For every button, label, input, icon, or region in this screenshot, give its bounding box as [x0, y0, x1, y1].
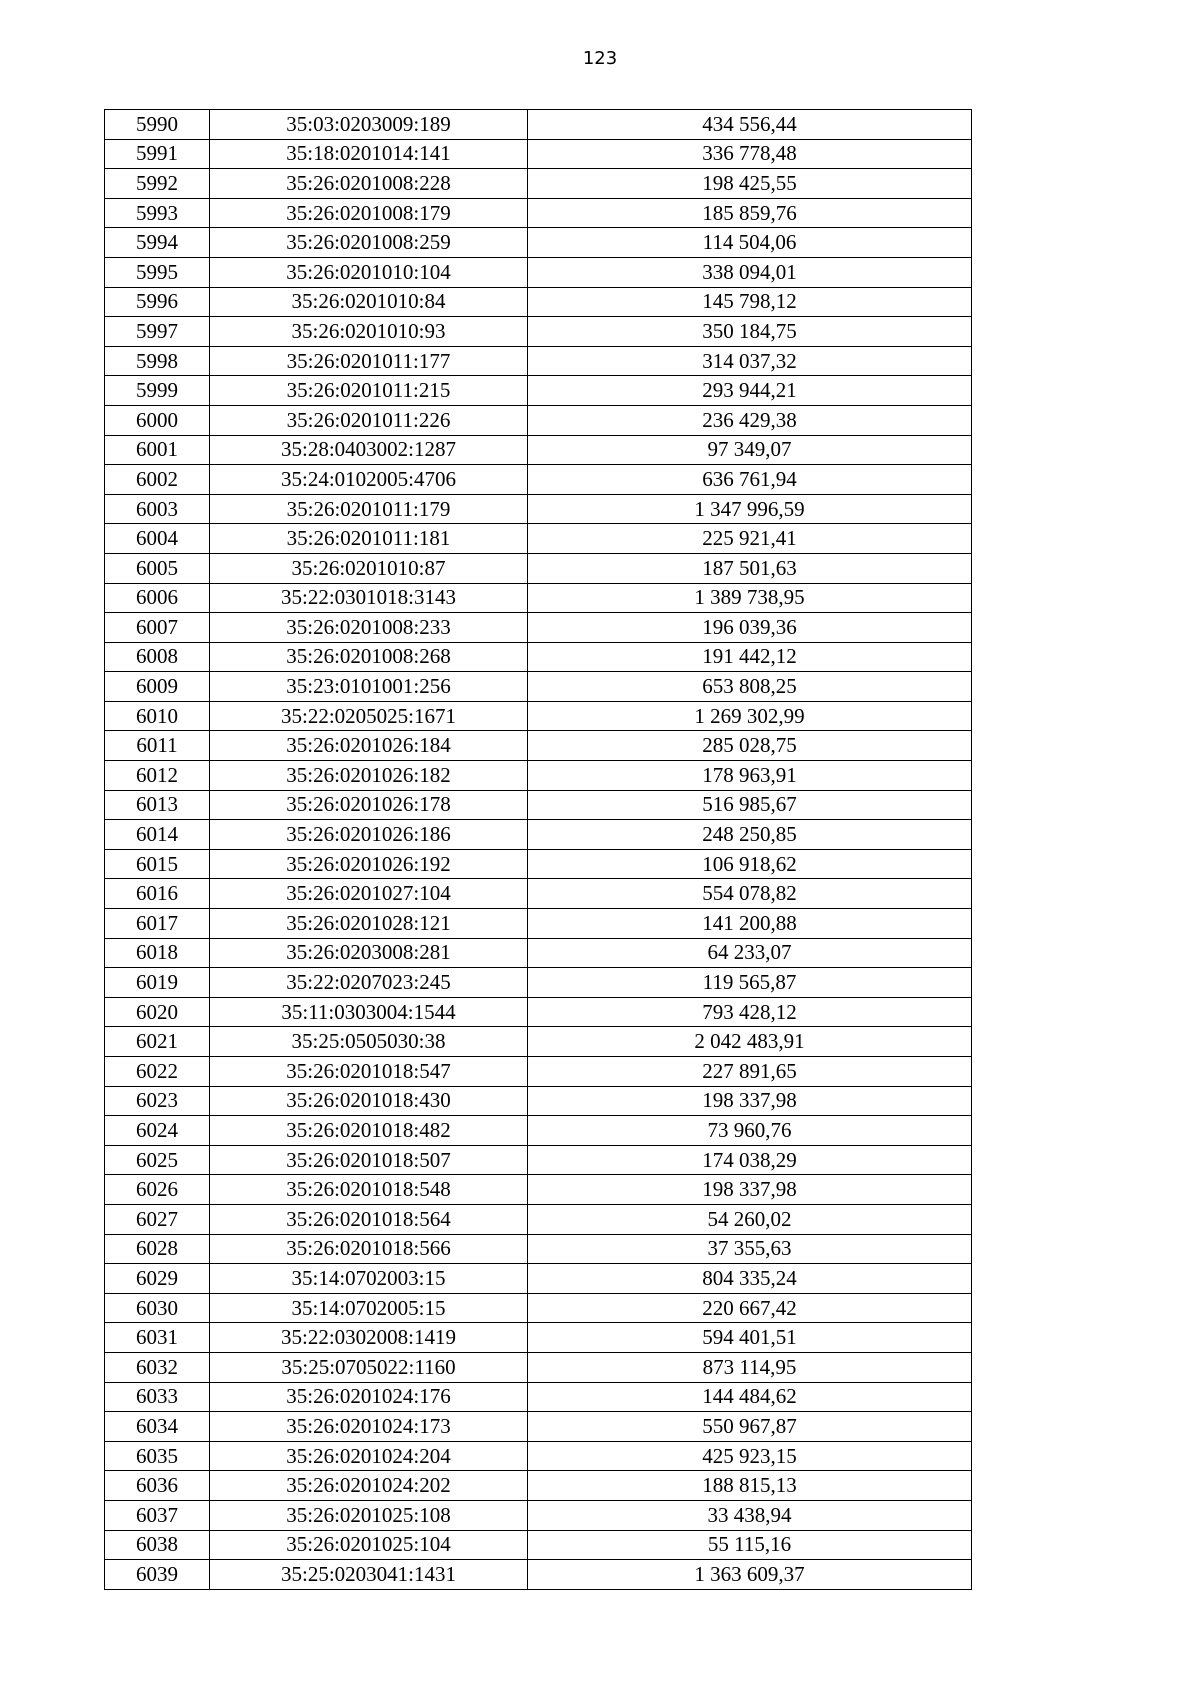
row-number-cell: 5992 — [105, 169, 210, 199]
cadastral-number-cell: 35:26:0201008:268 — [210, 642, 528, 672]
row-number-cell: 6007 — [105, 613, 210, 643]
cadastral-number-cell: 35:14:0702003:15 — [210, 1264, 528, 1294]
cadastral-number-cell: 35:14:0702005:15 — [210, 1293, 528, 1323]
cadastral-number-cell: 35:26:0201010:87 — [210, 553, 528, 583]
table-row — [105, 1352, 972, 1382]
value-cell: 293 944,21 — [528, 376, 972, 406]
row-number-cell: 6015 — [105, 849, 210, 879]
value-cell: 248 250,85 — [528, 820, 972, 850]
value-cell: 174 038,29 — [528, 1145, 972, 1175]
row-number-cell: 6022 — [105, 1057, 210, 1087]
cadastral-number-cell: 35:26:0201008:259 — [210, 228, 528, 258]
value-cell: 285 028,75 — [528, 731, 972, 761]
table-row — [105, 672, 972, 702]
cadastral-number-cell: 35:26:0201026:186 — [210, 820, 528, 850]
row-number-cell: 6036 — [105, 1471, 210, 1501]
cadastral-number-cell: 35:22:0301018:3143 — [210, 583, 528, 613]
row-number-cell: 6002 — [105, 465, 210, 495]
row-number-cell: 6018 — [105, 938, 210, 968]
table-row — [105, 642, 972, 672]
cadastral-number-cell: 35:22:0302008:1419 — [210, 1323, 528, 1353]
row-number-cell: 6013 — [105, 790, 210, 820]
value-cell: 141 200,88 — [528, 909, 972, 939]
row-number-cell: 6000 — [105, 405, 210, 435]
table-row — [105, 435, 972, 465]
table-row — [105, 1234, 972, 1264]
value-cell: 2 042 483,91 — [528, 1027, 972, 1057]
value-cell: 636 761,94 — [528, 465, 972, 495]
value-cell: 236 429,38 — [528, 405, 972, 435]
row-number-cell: 6014 — [105, 820, 210, 850]
value-cell: 188 815,13 — [528, 1471, 972, 1501]
cadastral-number-cell: 35:26:0201026:184 — [210, 731, 528, 761]
value-cell: 425 923,15 — [528, 1441, 972, 1471]
value-cell: 114 504,06 — [528, 228, 972, 258]
table-row — [105, 317, 972, 347]
row-number-cell: 6038 — [105, 1530, 210, 1560]
cadastral-number-cell: 35:26:0201018:507 — [210, 1145, 528, 1175]
row-number-cell: 6019 — [105, 968, 210, 998]
row-number-cell: 6017 — [105, 909, 210, 939]
table-row — [105, 761, 972, 791]
table-row — [105, 1560, 972, 1590]
cadastral-table — [104, 109, 972, 1590]
row-number-cell: 6028 — [105, 1234, 210, 1264]
cadastral-number-cell: 35:28:0403002:1287 — [210, 435, 528, 465]
cadastral-number-cell: 35:22:0205025:1671 — [210, 701, 528, 731]
value-cell: 55 115,16 — [528, 1530, 972, 1560]
cadastral-number-cell: 35:26:0201024:176 — [210, 1382, 528, 1412]
row-number-cell: 6039 — [105, 1560, 210, 1590]
cadastral-number-cell: 35:25:0203041:1431 — [210, 1560, 528, 1590]
value-cell: 37 355,63 — [528, 1234, 972, 1264]
row-number-cell: 6034 — [105, 1412, 210, 1442]
cadastral-number-cell: 35:26:0201008:228 — [210, 169, 528, 199]
row-number-cell: 6026 — [105, 1175, 210, 1205]
value-cell: 64 233,07 — [528, 938, 972, 968]
row-number-cell: 6009 — [105, 672, 210, 702]
cadastral-number-cell: 35:26:0201025:108 — [210, 1500, 528, 1530]
cadastral-number-cell: 35:26:0201018:566 — [210, 1234, 528, 1264]
cadastral-number-cell: 35:26:0201010:84 — [210, 287, 528, 317]
value-cell: 336 778,48 — [528, 139, 972, 169]
value-cell: 33 438,94 — [528, 1500, 972, 1530]
cadastral-number-cell: 35:26:0201024:173 — [210, 1412, 528, 1442]
cadastral-number-cell: 35:26:0201018:547 — [210, 1057, 528, 1087]
table-row — [105, 494, 972, 524]
cadastral-number-cell: 35:25:0705022:1160 — [210, 1352, 528, 1382]
table-row — [105, 790, 972, 820]
value-cell: 106 918,62 — [528, 849, 972, 879]
cadastral-number-cell: 35:26:0201011:177 — [210, 346, 528, 376]
row-number-cell: 6032 — [105, 1352, 210, 1382]
row-number-cell: 6012 — [105, 761, 210, 791]
value-cell: 1 363 609,37 — [528, 1560, 972, 1590]
row-number-cell: 5996 — [105, 287, 210, 317]
table-row — [105, 346, 972, 376]
row-number-cell: 6004 — [105, 524, 210, 554]
cadastral-number-cell: 35:22:0207023:245 — [210, 968, 528, 998]
value-cell: 350 184,75 — [528, 317, 972, 347]
value-cell: 550 967,87 — [528, 1412, 972, 1442]
cadastral-number-cell: 35:26:0201011:181 — [210, 524, 528, 554]
table-row — [105, 1500, 972, 1530]
value-cell: 554 078,82 — [528, 879, 972, 909]
value-cell: 653 808,25 — [528, 672, 972, 702]
table-row — [105, 1116, 972, 1146]
row-number-cell: 6006 — [105, 583, 210, 613]
value-cell: 227 891,65 — [528, 1057, 972, 1087]
row-number-cell: 6003 — [105, 494, 210, 524]
table-row — [105, 376, 972, 406]
table-row — [105, 1145, 972, 1175]
cadastral-number-cell: 35:25:0505030:38 — [210, 1027, 528, 1057]
table-row — [105, 169, 972, 199]
row-number-cell: 6033 — [105, 1382, 210, 1412]
value-cell: 198 425,55 — [528, 169, 972, 199]
row-number-cell: 6005 — [105, 553, 210, 583]
row-number-cell: 6010 — [105, 701, 210, 731]
cadastral-number-cell: 35:26:0201024:204 — [210, 1441, 528, 1471]
value-cell: 434 556,44 — [528, 110, 972, 140]
value-cell: 196 039,36 — [528, 613, 972, 643]
value-cell: 73 960,76 — [528, 1116, 972, 1146]
value-cell: 516 985,67 — [528, 790, 972, 820]
cadastral-number-cell: 35:26:0201008:233 — [210, 613, 528, 643]
cadastral-number-cell: 35:26:0201011:215 — [210, 376, 528, 406]
value-cell: 54 260,02 — [528, 1204, 972, 1234]
table-row — [105, 1382, 972, 1412]
value-cell: 804 335,24 — [528, 1264, 972, 1294]
table-row — [105, 997, 972, 1027]
value-cell: 144 484,62 — [528, 1382, 972, 1412]
table-row — [105, 968, 972, 998]
cadastral-number-cell: 35:24:0102005:4706 — [210, 465, 528, 495]
value-cell: 187 501,63 — [528, 553, 972, 583]
row-number-cell: 5995 — [105, 257, 210, 287]
cadastral-number-cell: 35:26:0201026:182 — [210, 761, 528, 791]
table-row — [105, 1264, 972, 1294]
table-row — [105, 1471, 972, 1501]
cadastral-number-cell: 35:11:0303004:1544 — [210, 997, 528, 1027]
table-row — [105, 1530, 972, 1560]
cadastral-number-cell: 35:26:0203008:281 — [210, 938, 528, 968]
value-cell: 97 349,07 — [528, 435, 972, 465]
table-row — [105, 1086, 972, 1116]
row-number-cell: 6029 — [105, 1264, 210, 1294]
cadastral-number-cell: 35:26:0201026:192 — [210, 849, 528, 879]
row-number-cell: 6035 — [105, 1441, 210, 1471]
row-number-cell: 6008 — [105, 642, 210, 672]
table-row — [105, 1027, 972, 1057]
value-cell: 220 667,42 — [528, 1293, 972, 1323]
table-row — [105, 198, 972, 228]
cadastral-number-cell: 35:26:0201025:104 — [210, 1530, 528, 1560]
cadastral-number-cell: 35:26:0201018:430 — [210, 1086, 528, 1116]
table-row — [105, 879, 972, 909]
row-number-cell: 5999 — [105, 376, 210, 406]
cadastral-number-cell: 35:26:0201028:121 — [210, 909, 528, 939]
value-cell: 1 347 996,59 — [528, 494, 972, 524]
row-number-cell: 6025 — [105, 1145, 210, 1175]
value-cell: 793 428,12 — [528, 997, 972, 1027]
value-cell: 191 442,12 — [528, 642, 972, 672]
table-row — [105, 820, 972, 850]
value-cell: 594 401,51 — [528, 1323, 972, 1353]
row-number-cell: 6011 — [105, 731, 210, 761]
table-row — [105, 405, 972, 435]
row-number-cell: 6001 — [105, 435, 210, 465]
row-number-cell: 6030 — [105, 1293, 210, 1323]
value-cell: 198 337,98 — [528, 1175, 972, 1205]
table-row — [105, 849, 972, 879]
table-row — [105, 257, 972, 287]
value-cell: 873 114,95 — [528, 1352, 972, 1382]
row-number-cell: 6027 — [105, 1204, 210, 1234]
cadastral-number-cell: 35:26:0201027:104 — [210, 879, 528, 909]
cadastral-number-cell: 35:18:0201014:141 — [210, 139, 528, 169]
value-cell: 178 963,91 — [528, 761, 972, 791]
cadastral-number-cell: 35:26:0201011:226 — [210, 405, 528, 435]
page-number: 123 — [582, 48, 618, 69]
table-row — [105, 1057, 972, 1087]
cadastral-number-cell: 35:26:0201008:179 — [210, 198, 528, 228]
table-row — [105, 583, 972, 613]
row-number-cell: 5993 — [105, 198, 210, 228]
table-body — [105, 110, 972, 1590]
value-cell: 314 037,32 — [528, 346, 972, 376]
cadastral-number-cell: 35:26:0201010:104 — [210, 257, 528, 287]
row-number-cell: 5994 — [105, 228, 210, 258]
row-number-cell: 5991 — [105, 139, 210, 169]
row-number-cell: 5998 — [105, 346, 210, 376]
row-number-cell: 6016 — [105, 879, 210, 909]
table-row — [105, 613, 972, 643]
cadastral-number-cell: 35:26:0201018:548 — [210, 1175, 528, 1205]
value-cell: 145 798,12 — [528, 287, 972, 317]
table-row — [105, 1175, 972, 1205]
table-row — [105, 938, 972, 968]
row-number-cell: 6023 — [105, 1086, 210, 1116]
row-number-cell: 6021 — [105, 1027, 210, 1057]
table-row — [105, 1412, 972, 1442]
cadastral-number-cell: 35:26:0201018:564 — [210, 1204, 528, 1234]
table-row — [105, 1323, 972, 1353]
value-cell: 1 389 738,95 — [528, 583, 972, 613]
table-row — [105, 731, 972, 761]
cadastral-number-cell: 35:26:0201024:202 — [210, 1471, 528, 1501]
cadastral-number-cell: 35:26:0201026:178 — [210, 790, 528, 820]
value-cell: 1 269 302,99 — [528, 701, 972, 731]
table-row — [105, 1441, 972, 1471]
table-row — [105, 465, 972, 495]
value-cell: 198 337,98 — [528, 1086, 972, 1116]
cadastral-number-cell: 35:26:0201018:482 — [210, 1116, 528, 1146]
value-cell: 119 565,87 — [528, 968, 972, 998]
value-cell: 225 921,41 — [528, 524, 972, 554]
row-number-cell: 5997 — [105, 317, 210, 347]
table-row — [105, 524, 972, 554]
table-row — [105, 228, 972, 258]
row-number-cell: 6024 — [105, 1116, 210, 1146]
table-row — [105, 909, 972, 939]
table-row — [105, 553, 972, 583]
table-row — [105, 701, 972, 731]
table-row — [105, 1204, 972, 1234]
table-row — [105, 110, 972, 140]
table-row — [105, 1293, 972, 1323]
row-number-cell: 6037 — [105, 1500, 210, 1530]
row-number-cell: 5990 — [105, 110, 210, 140]
value-cell: 185 859,76 — [528, 198, 972, 228]
cadastral-number-cell: 35:23:0101001:256 — [210, 672, 528, 702]
cadastral-number-cell: 35:03:0203009:189 — [210, 110, 528, 140]
value-cell: 338 094,01 — [528, 257, 972, 287]
cadastral-number-cell: 35:26:0201011:179 — [210, 494, 528, 524]
row-number-cell: 6020 — [105, 997, 210, 1027]
row-number-cell: 6031 — [105, 1323, 210, 1353]
table-row — [105, 287, 972, 317]
table-row — [105, 139, 972, 169]
cadastral-number-cell: 35:26:0201010:93 — [210, 317, 528, 347]
